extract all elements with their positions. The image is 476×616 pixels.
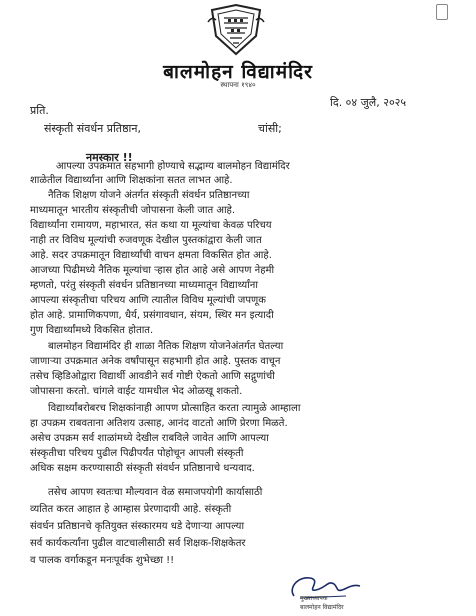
body-line: विद्यार्थ्यांना रामायण, महाभारत, संत कथा या मूल्यांचा केवळ परिचय (30, 220, 272, 231)
to-label: प्रति. (30, 104, 49, 117)
recipient-name: संस्कृती संवर्धन प्रतिष्ठान, (44, 122, 142, 135)
signatory-school: बालमोहन विद्यामंदिर (300, 604, 344, 611)
body-line: आपल्या उपक्रमात सहभागी होण्याचे सद्भाग्य बालमोहन विद्यामंदिर (56, 161, 290, 172)
corner-mark (436, 4, 448, 20)
body-line: आपल्या संस्कृतीचा परिचय आणि त्यातील विविध मूल्यांची जपणूक (30, 295, 266, 306)
body-line: आहे. सदर उपक्रमातून विद्यार्थ्यांची वाचन क्षमता विकसित होत आहे. (30, 250, 272, 261)
body-line: आजच्या पिढीमध्ये नैतिक मूल्यांचा ऱ्हास होत आहे असे आपण नेहमी (30, 265, 275, 276)
body-line: अधिक सक्षम करण्यासाठी संस्कृती संवर्धन प्रतिष्ठानाचे धन्यवाद. (30, 463, 255, 474)
body-line: व पालक वर्गाकडून मनःपूर्वक शुभेच्छा !! (30, 555, 175, 566)
body-line: गुण विद्यार्थ्यांमध्ये विकसित होतात. (30, 325, 154, 336)
body-line: हा उपक्रम राबवताना अतिशय उत्साह, आनंद वाटतो आणि प्रेरणा मिळते. (30, 418, 288, 429)
greeting: नमस्कार !! (86, 151, 133, 164)
body-line: नैतिक शिक्षण योजने अंतर्गत संस्कृती संवर्धन प्रतिष्ठानच्या (48, 190, 250, 201)
body-line: संस्कृतीचा परिचय पुढील पिढीपर्यंत पोहोचून आपली संस्कृती (30, 448, 244, 459)
body-line: असेच उपक्रम सर्व शाळांमध्ये देखील राबविले जावेत आणि आपल्या (30, 433, 269, 444)
body-line: म्हणतो, परंतु संस्कृती संवर्धन प्रतिष्ठानच्या माध्यमातून विद्यार्थ्यांना (30, 280, 258, 291)
letter-date: दि. ०४ जुलै, २०२५ (330, 96, 407, 109)
school-logo-icon (206, 2, 266, 58)
body-line: माध्यमातून भारतीय संस्कृतीची जोपासना केली जात आहे. (30, 205, 236, 216)
body-line: जोपासना करतो. चांगले वाईट यामधील भेद ओळखू शकतो. (30, 386, 243, 397)
body-line: विद्यार्थ्यांबरोबरच शिक्षकांनाही आपण प्रोत्साहित करता त्यामुळे आम्हाला (48, 403, 301, 414)
body-line: होत आहे. प्रामाणिकपणा, धैर्य, प्रसंगावधान, संयम, स्थिर मन इत्यादी (30, 310, 274, 321)
body-line: व्यतित करत आहात हे आम्हास प्रेरणादायी आहे. संस्कृती (30, 504, 232, 515)
body-line: जाणाऱ्या उपक्रमात अनेक वर्षांपासून सहभागी होत आहे. पुस्तक वाचून (30, 356, 281, 367)
school-name: बालमोहन विद्यामंदिर (163, 61, 313, 83)
recipient-place: चांसी; (258, 122, 282, 135)
established-year: स्थापना १९४० (220, 81, 256, 89)
body-line: शाळेतील विद्यार्थ्यांना आणि शिक्षकांना सतत लाभत आहे. (30, 175, 233, 186)
body-line: सर्व कार्यकर्त्यांना पुढील वाटचालीसाठी सर्व शिक्षक-शिक्षकेतर (30, 538, 246, 549)
body-line: नाही तर विविध मूल्यांची रुजवणूक देखील पुस्तकांद्वारा केली जात (30, 235, 262, 246)
body-line: तसेच व्हिडिओद्वारा विद्यार्थी आवडीने सर्व गोष्टी ऐकतो आणि सद्गुणांची (30, 371, 275, 382)
body-line: बालमोहन विद्यामंदिर ही शाळा नैतिक शिक्षण योजनेअंतर्गत घेतल्या (48, 341, 284, 352)
body-line: तसेच आपण स्वतःचा मौल्यवान वेळ समाजपयोगी कार्यासाठी (48, 487, 263, 498)
signatory-title: मुख्याध्यापक (300, 595, 328, 602)
body-line: संवर्धन प्रतिष्ठानचे कृतियुक्त संस्कारमय धडे देणाऱ्या आपल्या (30, 521, 245, 532)
